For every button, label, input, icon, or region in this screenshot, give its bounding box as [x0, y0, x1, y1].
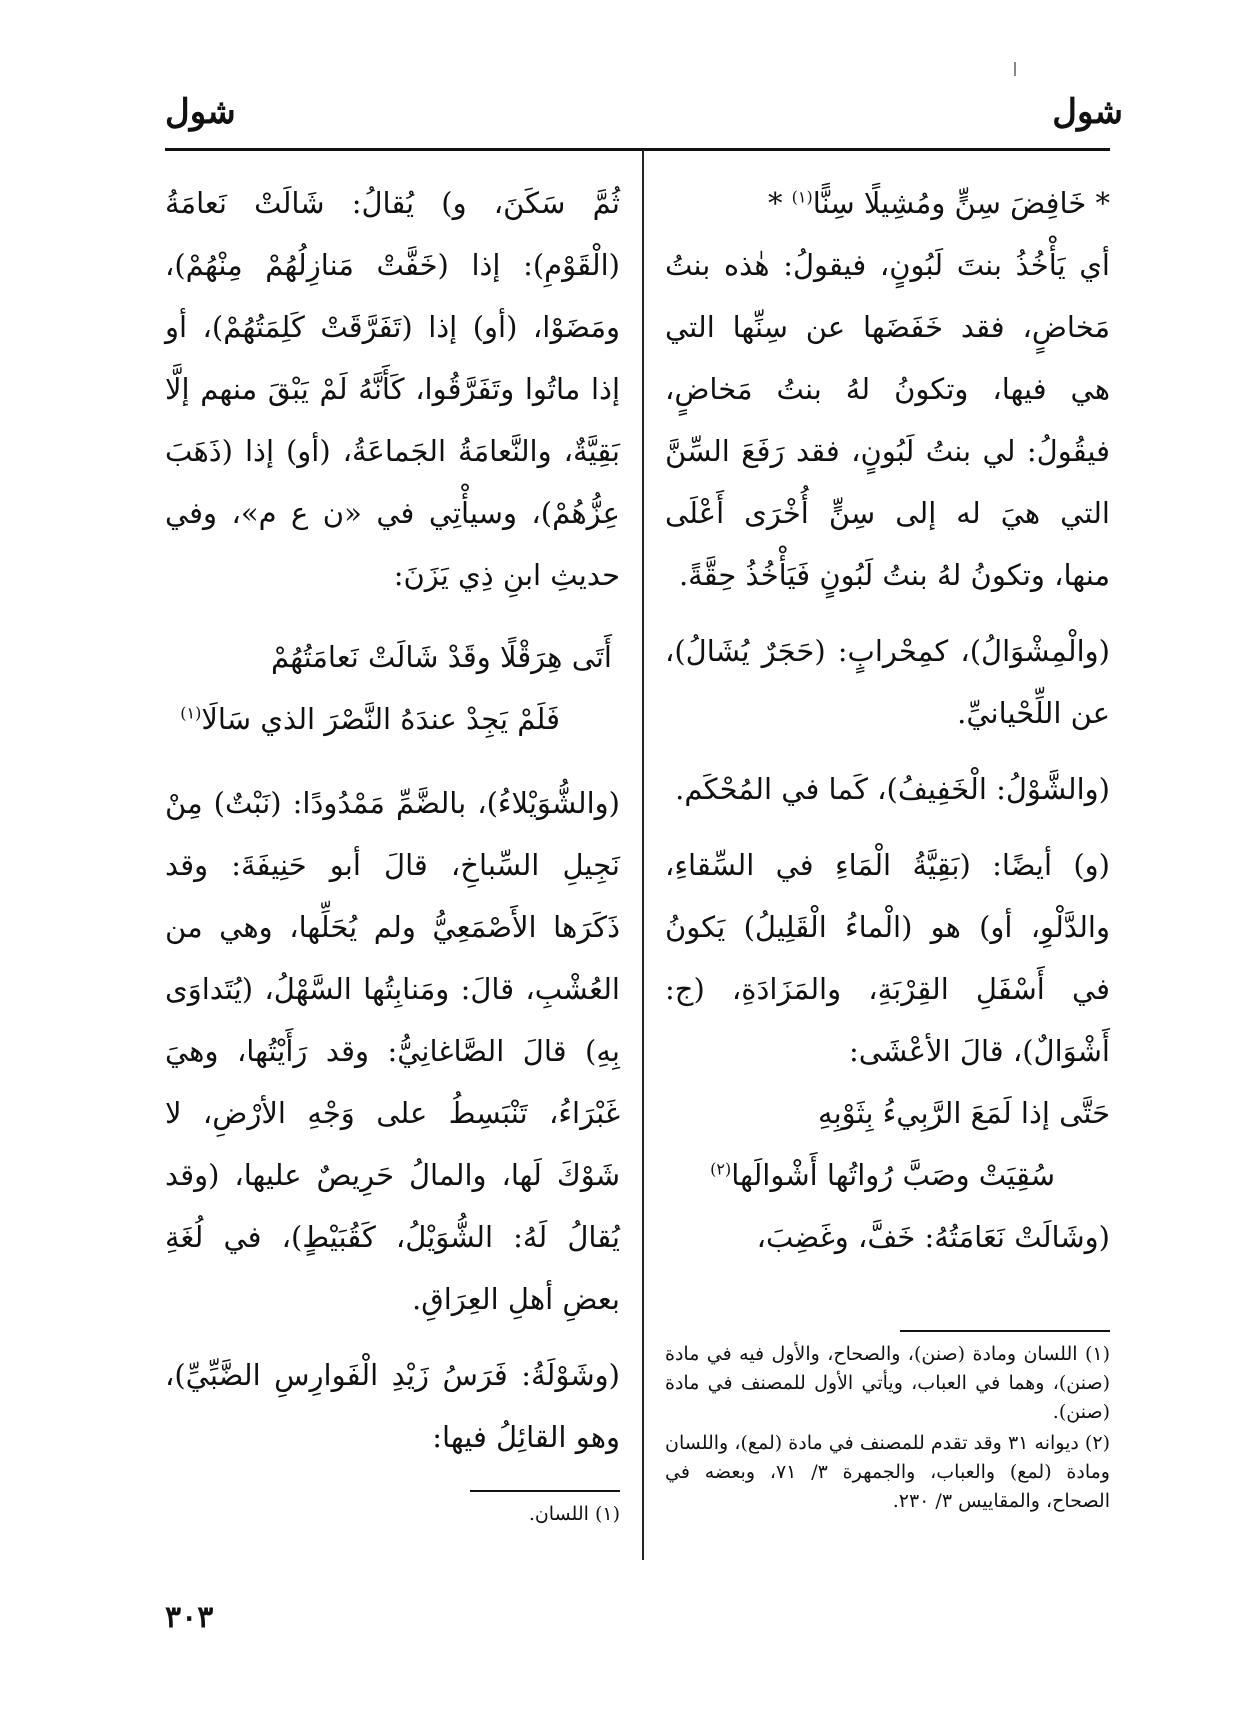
paragraph: (والشَّوْلُ: الْخَفِيفُ)، كَما في المُحْكَم.: [675, 772, 1110, 806]
verse-line: أَتَى هِرَقْلًا وقَدْ شَالَتْ نَعامَتُهُمْ: [270, 640, 612, 674]
paragraph: (والْمِشْوَالُ)، كمِحْرابٍ: (حَجَرٌ يُشَالُ)، عن اللِّحْيانيِّ.: [665, 634, 1110, 730]
paragraph: * خَافِضَ سِنٍّ ومُشِيلًا سِنًّا$^{(١)}$ *: [767, 186, 1110, 220]
verse-line-text: فَلَمْ يَجِدْ عندَهُ النَّصْرَ الذي سَالَا: [201, 702, 560, 736]
footnote-ref: (١): [791, 187, 813, 207]
header-word-left: شول: [165, 92, 236, 132]
footnotes-right: [665, 1340, 1110, 1518]
column-divider: [642, 150, 644, 1560]
header-rule: [165, 148, 1110, 151]
footnote: (١) اللسان ومادة (صنن)، والصحاح، والأول فيه في مادة (صنن)، وهما في العباب، ويأتي الأول للمصنف في مادة (صنن).: [665, 1343, 1110, 1423]
page-number: ٣٠٣: [165, 1600, 214, 1635]
verse: [165, 626, 620, 750]
footnote-ref: (١): [180, 703, 202, 723]
verse-line-text: سُقِيَتْ وصَبَّ رُواتُها أَشْوالَها: [731, 1158, 1055, 1192]
footnote: (٢) ديوانه ٣١ وقد تقدم للمصنف في مادة (لمع)، واللسان ومادة (لمع) والعباب، والجمهرة ٣/ ٧١، وبعضه في الصحاح، والمقاييس ٣/ ٢٣٠.: [665, 1432, 1110, 1512]
paragraph: (والشُّوَيْلاءُ)، بالضَّمِّ مَمْدُودًا: (نَبْتٌ) مِنْ نَجِيلِ السِّباخِ، قالَ أبو حَنِيفَةَ: وقد ذَكَرَها الأَصْمَعِيُّ ولم يُحَلِّها، وهي من العُشْبِ، قالَ: ومَنابِتُها السَّهْلُ، (يُتَداوَى بِهِ) قالَ الصَّاغانِيُّ: وقد رَأَيْتُها، وهيَ غَبْرَاءُ، تَنْبَسِطُ على وَجْهِ الأرْضِ، لا شَوْكَ لَها، والمالُ حَرِيصٌ عليها، (وقد يُقالُ لَهُ: الشُّوَيْلُ، كَقُبَيْطٍ)، في لُغَةِ بعضِ أهلِ العِرَاقِ.: [165, 786, 620, 1316]
right-column: [665, 172, 1110, 1268]
footnote-ref: (٢): [710, 1159, 732, 1179]
footnote-rule: [900, 1330, 1110, 1332]
left-column: [165, 172, 620, 1468]
footnotes-left: [300, 1500, 620, 1531]
verse-fragment: * خَافِضَ سِنٍّ ومُشِيلًا سِنًّا: [812, 186, 1110, 220]
paragraph: (وشَالَتْ نَعَامَتُهُ: خَفَّ، وغَضِبَ،: [756, 1220, 1110, 1254]
verse-line: [665, 1144, 1110, 1206]
paragraph: (وشَوْلَةُ: فَرَسُ زَيْدِ الْفَوارِسِ الضَّبِّيِّ)، وهو القائِلُ فيها:: [165, 1358, 620, 1454]
scan-mark: [1014, 62, 1016, 76]
footnote: (١) اللسان.: [528, 1503, 620, 1525]
footnote-rule: [470, 1490, 620, 1492]
paragraph: أي يَأْخُذُ بنتَ لَبُونٍ، فيقولُ: هٰذه بنتُ مَخاضٍ، فقد خَفَضَها عن سِنِّها التي هي فيها، وتكونُ لهُ بنتُ مَخاضٍ، فيقُولُ: لي بنتُ لَبُونٍ، فقد رَفَعَ السِّنَّ التي هيَ له إلى سِنٍّ أُخْرَى أَعْلَى منها، وتكونُ لهُ بنتُ لَبُونٍ فَيَأْخُذُ حِقَّةً.: [665, 248, 1110, 592]
verse: [665, 1082, 1110, 1206]
paragraph: ثُمَّ سَكَنَ، و) يُقالُ: شَالَتْ نَعامَةُ (الْقَوْمِ): إذا (خَفَّتْ مَنازِلُهُمْ مِنْهُمْ)، ومَضَوْا، (أو) إذا (تَفَرَّقَتْ كَلِمَتُهُمْ)، أو إذا ماتُوا وتَفَرَّقُوا، كَأَنَّهُ لَمْ يَبْقَ منهم إلَّا بَقِيَّةٌ، والنَّعامَةُ الجَماعَةُ، (أو) إذا (ذَهَبَ عِزُّهُمْ)، وسيأْتِي في «ن ع م»، وفي حديثِ ابنِ ذِي يَزَنَ:: [165, 186, 620, 592]
verse-line: [165, 688, 620, 750]
verse-line: حَتَّى إذا لَمَعَ الرَّبِيءُ بِثَوْبِهِ: [818, 1096, 1110, 1130]
header-word-right: شول: [1052, 92, 1123, 132]
paragraph: (و) أيضًا: (بَقِيَّةُ الْمَاءِ في السِّقاءِ، والدَّلْوِ، أو) هو (الْماءُ الْقَلِيلُ) يَكونُ في أَسْفَلِ القِرْبَةِ، والمَزَادَةِ، (ج: أَشْوَالٌ)، قالَ الأعْشَى:: [665, 848, 1110, 1068]
